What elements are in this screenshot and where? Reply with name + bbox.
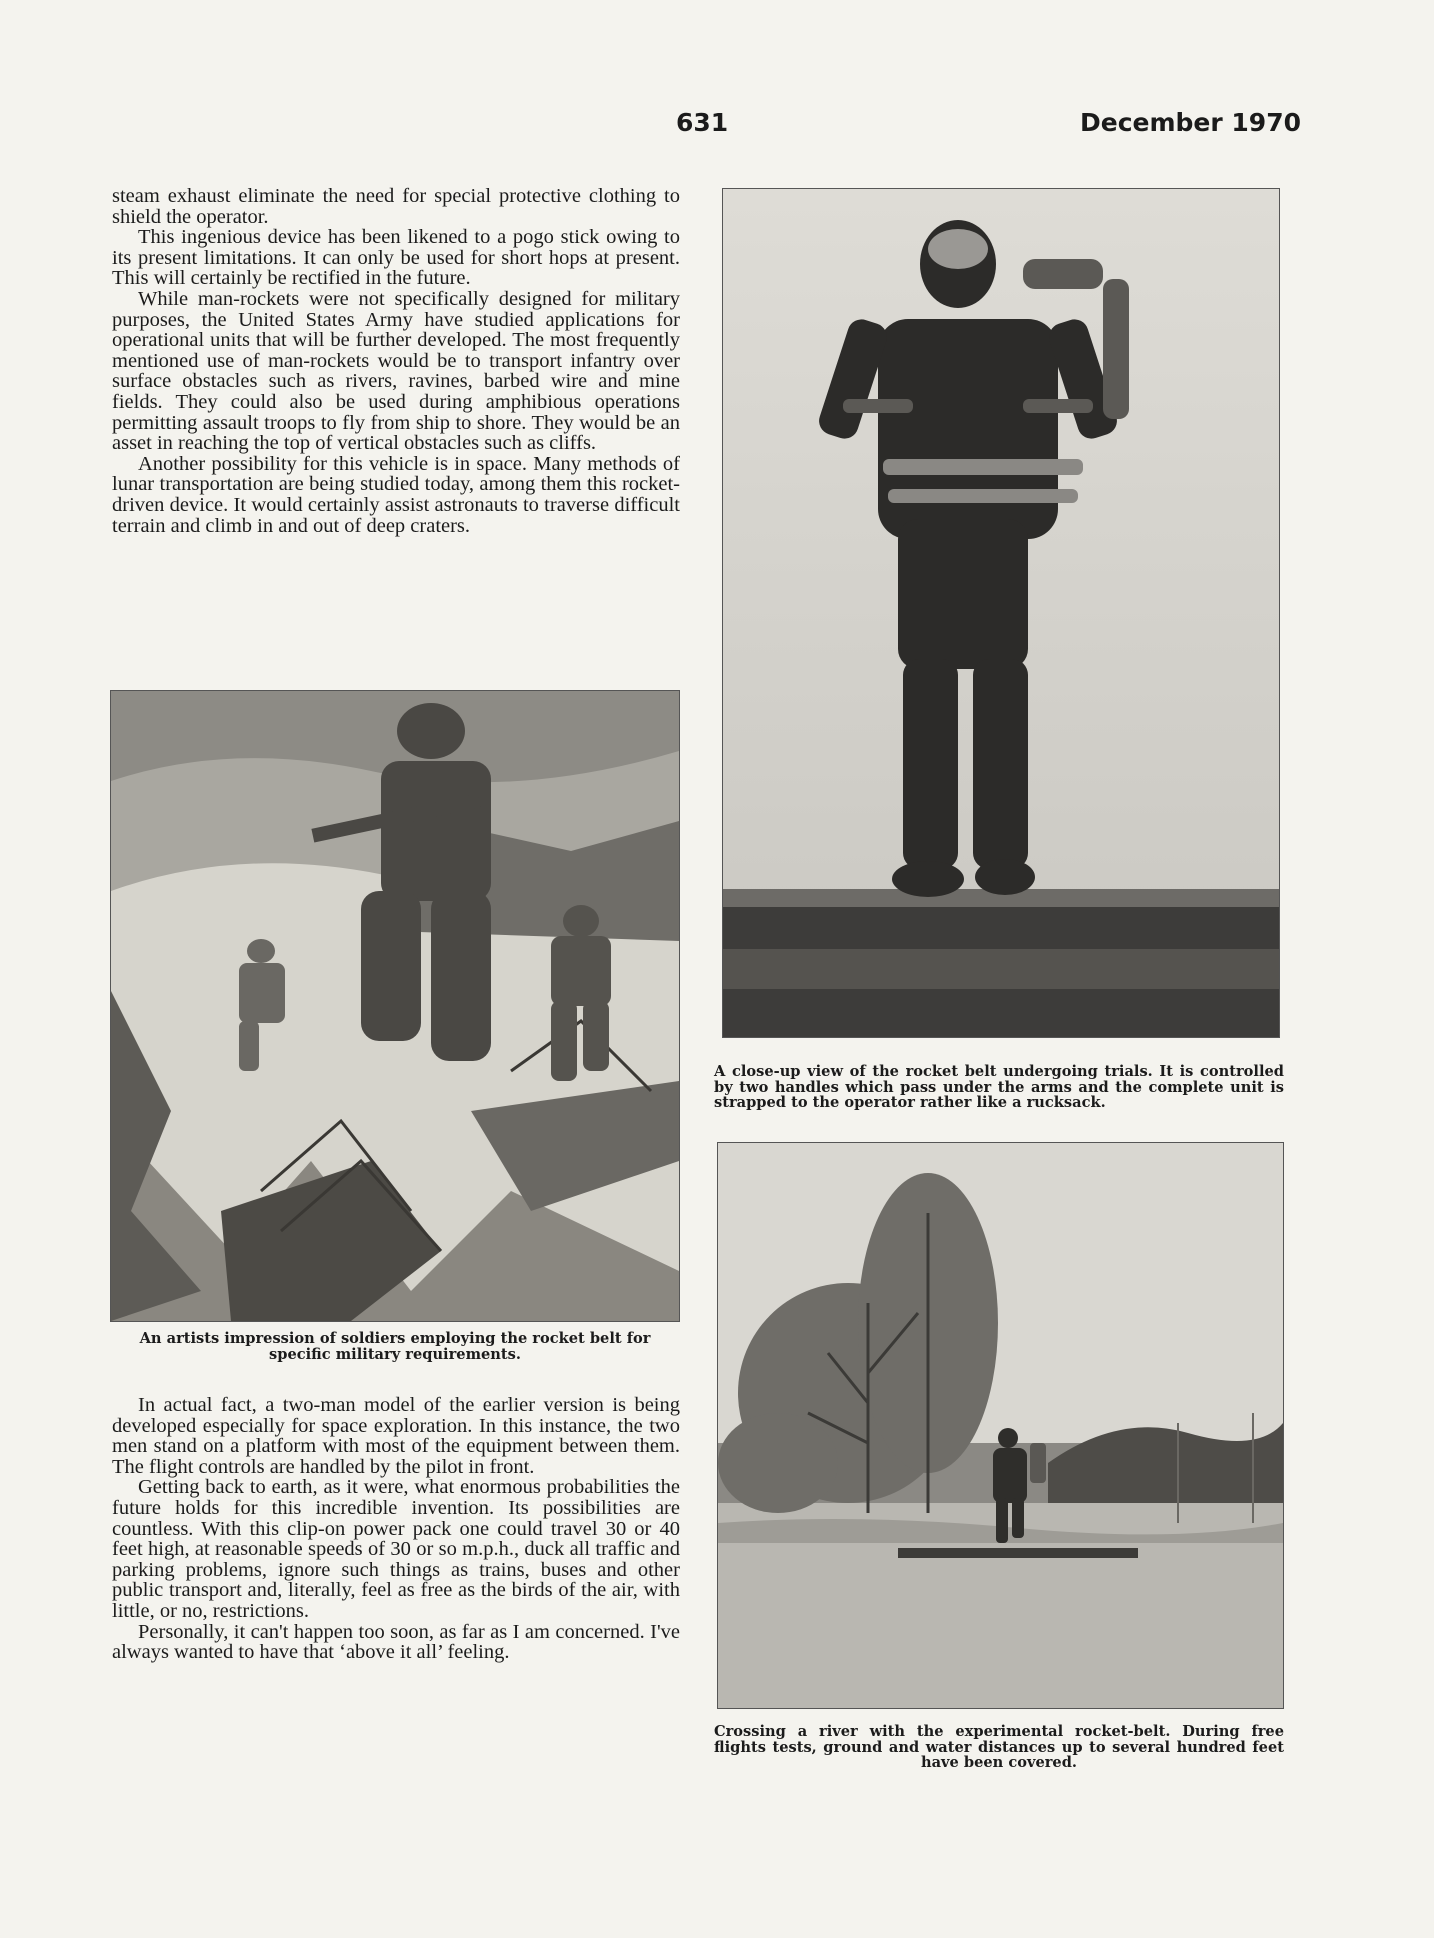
river-crossing-caption: Crossing a river with the experimental rocket-belt. During free flights tests, ground and water distances up to several hundred feet have been covered. xyxy=(714,1723,1284,1772)
artist-impression-caption: An artists impression of soldiers employing the rocket belt for specific military requirements. xyxy=(139,1330,651,1363)
rocket-belt-closeup-photo xyxy=(722,188,1280,1038)
article-bottom-column xyxy=(112,1395,680,1663)
artist-impression-illustration xyxy=(110,690,680,1322)
paragraph: Getting back to earth, as it were, what enormous probabilities the future holds for this incredible invention. Its possibilities are countless. With this clip-on power pack one could travel 30 or 40 feet high, at reasonable speeds of 30 or so m.p.h., duck all traffic and parking problems, ignore such things as trains, buses and other public transport and, literally, feel as free as the birds of the air, with little, or no, restrictions. xyxy=(112,1476,680,1622)
issue-date: December 1970 xyxy=(1080,108,1301,137)
paragraph: steam exhaust eliminate the need for special protective clothing to shield the operator. xyxy=(112,185,680,228)
paragraph: In actual fact, a two-man model of the earlier version is being developed especially for space exploration. In this instance, the two men stand on a platform with most of the equipment between them. The flight controls are handled by the pilot in front. xyxy=(112,1394,680,1478)
paragraph: Another possibility for this vehicle is in space. Many methods of lunar transportation are being studied today, among them this rocket-driven device. It would certainly assist astronauts to traverse difficult terrain and climb in and out of deep craters. xyxy=(112,452,680,537)
paragraph: While man-rockets were not specifically designed for military purposes, the United States Army have studied applications for operational units that will be further developed. The most frequently mentioned use of man-rockets would be to transport infantry over surface obstacles such as rivers, ravines, barbed wire and mine fields. They could also be used during amphibious operations permitting assault troops to fly from ship to shore. They would be an asset in reaching the top of vertical obstacles such as cliffs. xyxy=(112,287,680,455)
river-crossing-photo xyxy=(717,1142,1284,1709)
page-number: 631 xyxy=(676,108,729,137)
closeup-caption: A close-up view of the rocket belt undergoing trials. It is controlled by two handles which pass under the arms and the complete unit is strapped to the operator rather like a rucksack. xyxy=(714,1063,1284,1112)
article-top-column xyxy=(112,186,680,536)
paragraph: Personally, it can't happen too soon, as far as I am concerned. I've always wanted to have that ‘above it all’ feeling. xyxy=(112,1620,680,1664)
paragraph: This ingenious device has been likened to a pogo stick owing to its present limitations. It can only be used for short hops at present. This will certainly be rectified in the future. xyxy=(112,226,680,290)
